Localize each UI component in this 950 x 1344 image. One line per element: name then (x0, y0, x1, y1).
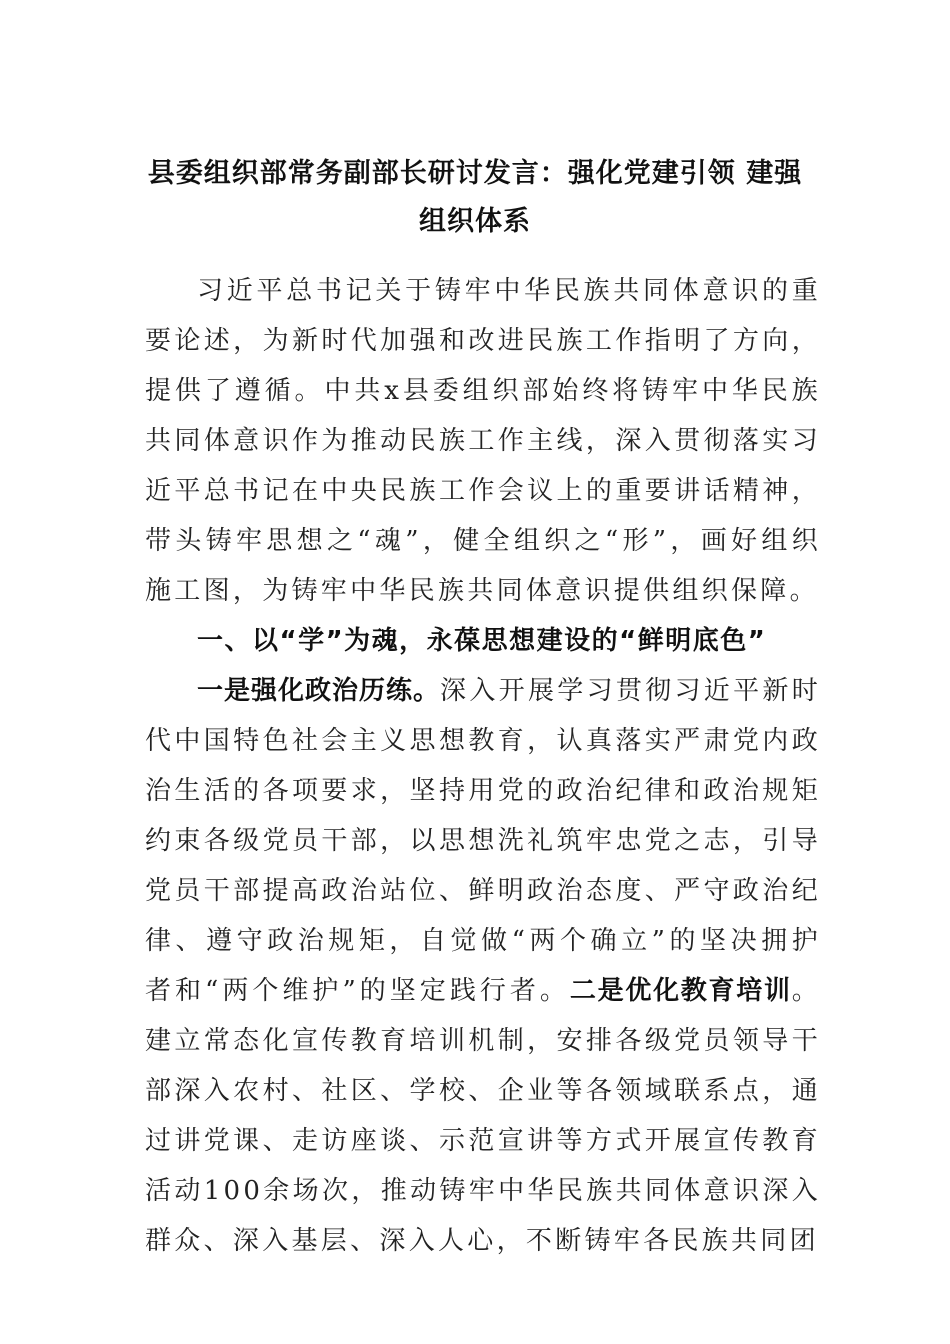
point-text: 深入开展学习贯彻习近平新时代中国特色社会主义思想教育，认真落实严肃党内政治生活的各项要求，坚持用党的政治纪律和政治规矩约束各级党员干部，以思想洗礼筑牢忠党之志，引导党员干部提高政治站位、鲜明政治态度、严守政治纪律、遵守政治规矩，自觉做“两个确立”的坚决拥护者和“两个维护”的坚定践行者。 (145, 676, 821, 1006)
point-text: 。建立常态化宣传教育培训机制，安排各级党员领导干部深入农村、社区、学校、企业等各领域联系点，通过讲党课、走访座谈、示范宣讲等方式开展宣传教育活动100余场次，推动铸牢中华民族共同体意识深入群众、深入基层、深入人心，不断铸牢各民族共同团 (145, 976, 821, 1256)
point-title: 二是优化教育培训 (569, 976, 792, 1006)
document-body (145, 266, 821, 1266)
point-title: 一是强化政治历练。 (197, 676, 441, 706)
section-paragraph (145, 666, 821, 1266)
intro-paragraph: 习近平总书记关于铸牢中华民族共同体意识的重要论述，为新时代加强和改进民族工作指明了方向，提供了遵循。中共x县委组织部始终将铸牢中华民族共同体意识作为推动民族工作主线，深入贯彻落实习近平总书记在中央民族工作会议上的重要讲话精神，带头铸牢思想之“魂”，健全组织之“形”，画好组织施工图，为铸牢中华民族共同体意识提供组织保障。 (145, 276, 821, 606)
document-title: 县委组织部常务副部长研讨发言：强化党建引领 建强组织体系 (147, 158, 803, 237)
section-heading: 一、以“学”为魂，永葆思想建设的“鲜明底色” (197, 626, 767, 656)
